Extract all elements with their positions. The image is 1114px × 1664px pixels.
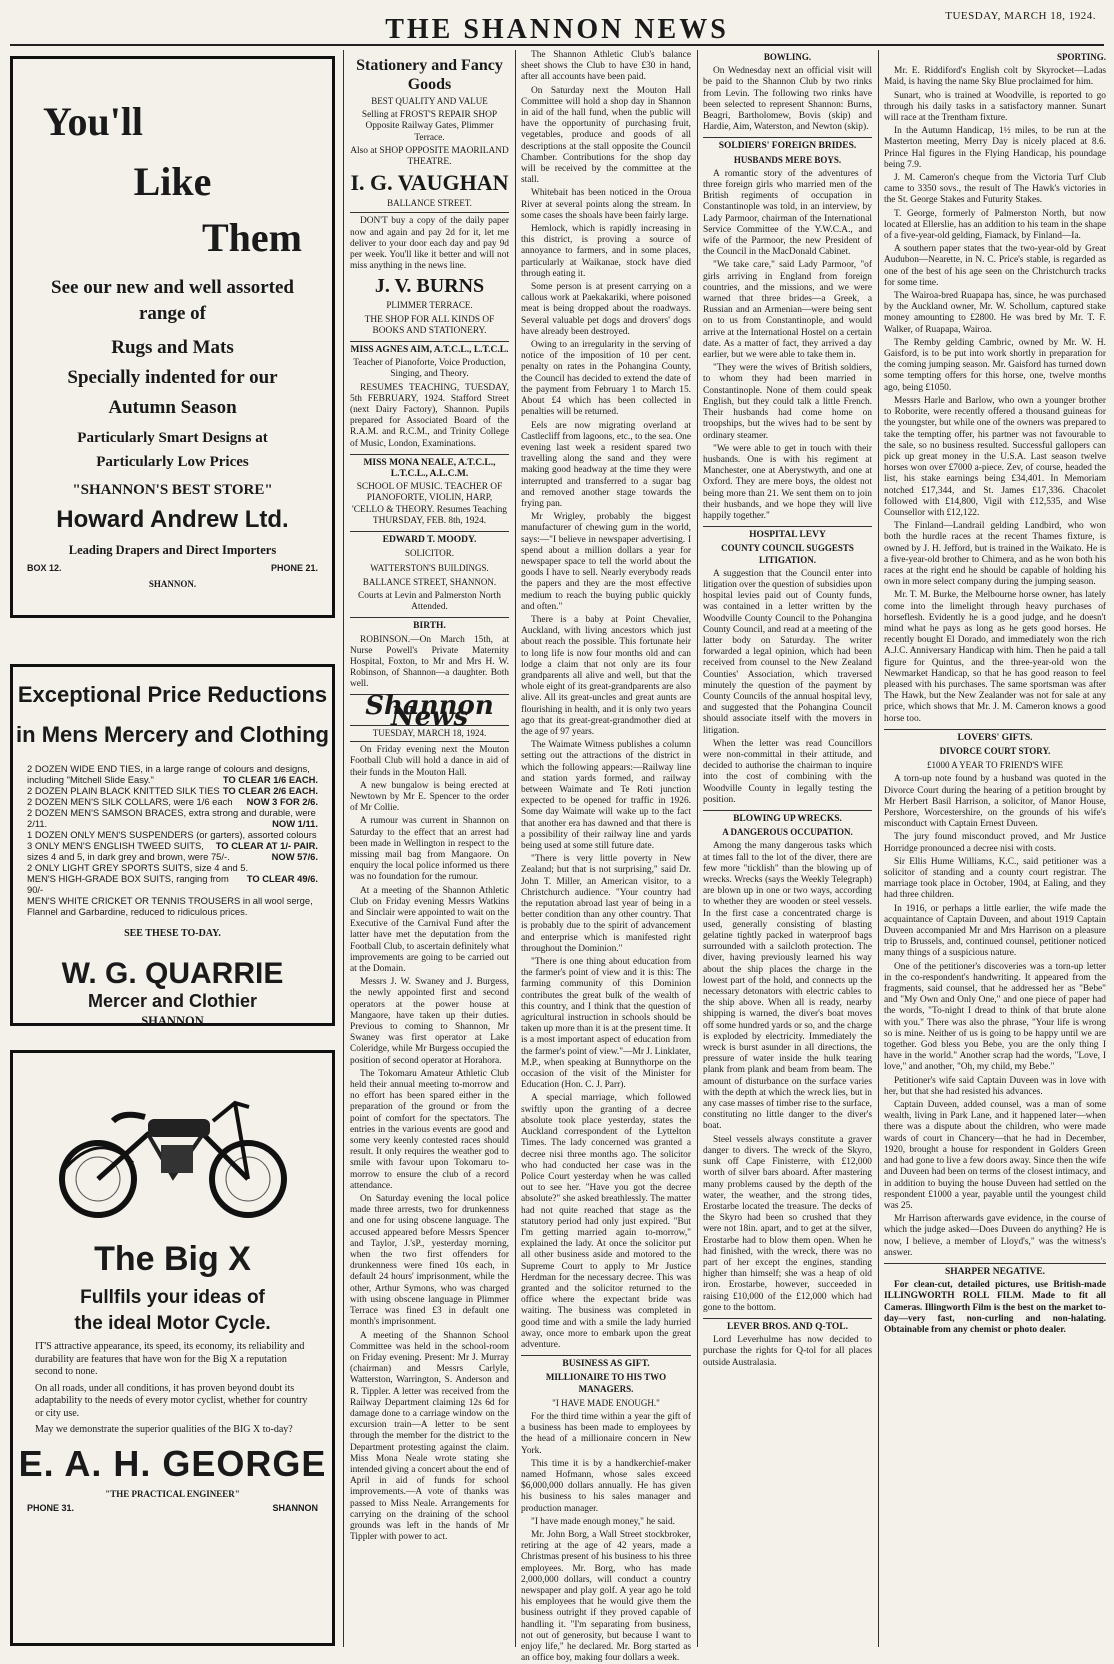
aim-teacher: Teacher of Pianoforte, Voice Production, Singing, and Theory. [353, 358, 506, 380]
motorcycle-illustration [53, 1059, 293, 1229]
news-item: A special marriage, which followed swiftly upon the granting of a decree absolute took place yesterday, states the Auckland correspondent of the Lyttelton Times. The lady concerned was granted a decree nisi three months ago. The solicitor who had conducted her case was in the Police Court yesterday when he was called out to see her. "Have you got the decree absolute?" she asked breathlessly. The matter had not quite reached that stage as the statutory period had only just expired. "But I'm getting married again to-morrow," explained the lady. At once the solicitor put all other business aside and motored to the Supreme Court to apply to Mr Justice Herdman for the necessary decree. This was granted and the solicitor returned to the office where the expectant bride was waiting. The business was completed in good time and with a smile the lady hurried away, once more to embark upon the great adventure. [521, 1093, 691, 1350]
masthead [0, 0, 1114, 46]
moody-courts: Courts at Levin and Palmerston North Attended. [358, 590, 501, 613]
news-item: A suggestion that the Council enter into litigation over the question of subsidies upon hospital levies paid out of County funds, was contained in a letter written by the Woodville County Council to the Pohangina County Council, and read at a meeting of the latter body on Saturday. The writer forwarded a legal opinion, which had been received from counsel to the New Zealand Counties' Association, which traversed minutely the question of the payment by County Councils of the annual hospital levy, and suggested that the Pohangina Council should associate itself with the movers in litigation. [703, 568, 872, 736]
news-item: Among the many dangerous tasks which at times fall to the lot of the diver, there are few more "ticklish" than the blowing up of wrecks. Wrecks (says the Weekly Telegraph) are blown up in one or two ways, according to whether they are wooden or steel vessels. In the first case a concentrated charge is used, generally consisting of blasting gelatine tightly packed in waterproof bags surrounded with a sailcloth protection. The diver, having previously learned his way about the ship places the charge in the lowest part of the hold, and connects up the necessary detonators with electric cables to the ship above. When all is ready, nearby shipping is warned, the diver's boat moves off some hundred yards or so, and the charge is exploded by electricity. Immediately the wreck is burst asunder in all directions, the pressure of water inside the hulk tearing plank from plank and beam from beam. The amount of disturbance on the surface varies with the depth at which the wreck lies, but in any case masses of timber rise to the surface, constituting no little danger to the diver's boat. [703, 841, 872, 1132]
column-3 [521, 50, 692, 1664]
stationery-heading: Stationery and Fancy Goods [356, 57, 503, 93]
news-item: The Wairoa-bred Ruapapa has, since, he was purchased by the Auckland owner, Mr. W. Schollum, captured stake money amounting to £2800. He was bred by Mr. T. F. Walker, of Ruapapa, Wairoa. [884, 291, 1106, 335]
price-item: MEN'S WHITE CRICKET OR TENNIS TROUSERS in all wool serge, Flannel and Garbardine, reduced to ridiculous prices. [27, 895, 313, 917]
sharper-heading: SHARPER NEGATIVE. [884, 1263, 1106, 1278]
news-item: At a meeting of the Shannon Athletic Club on Friday evening Messrs Watkins and Sinclair were appointed to wait on the Executive of the Carnival Fund after the latter have met the deputation from the Football Club, to ascertain definitely what improvements are going to be carried out at the Domain. [350, 885, 509, 974]
lever-heading: LEVER BROS. AND Q-TOL. [703, 1318, 872, 1333]
ad-howard-footer [13, 563, 332, 573]
ad-them: Them [202, 215, 302, 260]
column-rule [343, 50, 344, 1647]
news-item: This time it is by a handkerchief-maker named Hofmann, whose sales exceed $6,000,000 dollars annually. He has given his business to his sales manager and production manager. [521, 1458, 691, 1514]
ad-george-footer [13, 1503, 332, 1513]
ad-george-town: SHANNON [272, 1502, 318, 1513]
news-item: The Tokomaru Amateur Athletic Club held their annual meeting to-morrow and no effort has been spared either in the preparation of the ground or from the point of comfort for the spectators. The entries in the various events are good and some very keenly contested races should result. It only requires the weather god to smile with favour upon Tokomaru to-morrow to ensure the club of a record attendance. [350, 1068, 509, 1191]
news-item: "I have made enough money," he said. [531, 1516, 675, 1527]
moody-street: BALLANCE STREET, SHANNON. [362, 576, 497, 587]
column-rule [515, 50, 516, 1647]
ad-big-x-title: The Big X [94, 1240, 251, 1278]
stationery-quality: BEST QUALITY AND VALUE [371, 96, 488, 106]
ad-autumn: Autumn Season [108, 397, 237, 418]
news-item: A torn-up note found by a husband was quoted in the Divorce Court during the hearing of a petition brought by Mr Herbert Basil Harrison, a solicitor, of Manor House, Pershore, Worcestershire, on the grounds of his wife's misconduct with Captain Ernest Duveen. [884, 774, 1106, 830]
news-item: One of the petitioner's discoveries was a torn-up letter in the co-respondent's handwriting. It appeared from the fragments, said counsel, that he addressed her as "Bebe" and "My Own and Only One," and one piece of paper had the words, "To-night I dread to think of that brute alone with you." There was also the phrase, "Your life is wrong so is mine. Neither of us is going to be happy until we are together. God bless you Bebe, you are the only thing I have in the world." Another scrap had the words, "Love, I love," and another, "Oh, my child, my Bebe." [884, 961, 1106, 1073]
news-item: Eels are now migrating overland at Castlecliff from lagoons, etc., to the sea. One evening last week a resident spared two travelling along the sand and they were making good headway at the time they were interrupted and transferred to a sugar bag and removed another stage towards the frying pan. [521, 420, 691, 509]
birth-heading: BIRTH. [350, 617, 509, 632]
column-rule [697, 50, 698, 1647]
birth-notice: ROBINSON.—On March 15th, at Nurse Powell's Private Maternity Hospital, Foxton, to Mr and Mrs H. W. Robinson, of Shannon—a daughter. Both well. [350, 634, 509, 690]
quarrie-advert [10, 664, 335, 1026]
news-item: Mr. T. M. Burke, the Melbourne horse owner, has lately come into the limelight through heavy purchases of horseflesh. Evidently he is a good judge, and he doesn't mind what he pays as long as he gets good horses. He recently bought El Dorado, and immediately won the rich A.J.C. Anniversary Handicap with him. Then he paid a tall figure for Quintus, and the three-year-old won the Newmarket Handicap, so that he has good reason to feel pleased with his purchases. The same sportsman was after The Hawk, but the New Zealander was not for sale at any price, which shows that Mr. J. M. Cameron knows a good horse too. [884, 590, 1106, 724]
ad-george-tag: "THE PRACTICAL ENGINEER" [105, 1488, 240, 1499]
ad-like: Like [133, 159, 212, 204]
column-4 [703, 50, 872, 1647]
news-item: Messrs J. W. Swaney and J. Burgess, the newly appointed first and second operators at the power house at Mangaore, have taken up their duties. Previous to coming to Shannon, Mr Swaney was first operator at Lake Coleridge, while Mr Burgess occupied the position of second operator at Horahora. [350, 977, 509, 1066]
news-item: Mr. E. Riddiford's English colt by Skyrocket—Ladas Maid, is having the name Sky Blue proclaimed for him. [884, 66, 1106, 88]
news-item: The jury found misconduct proved, and Mr Justice Horridge pronounced a decree nisi with costs. [884, 832, 1106, 854]
ad-howard-andrew: Howard Andrew Ltd. [56, 506, 289, 533]
ad-youll: You'll [43, 99, 144, 144]
illingworth-advert: For clean-cut, detailed pictures, use British-made ILLINGWORTH ROLL FILM. Made to fit all Cameras. Illingworth Film is the best on the market to-day—very fast, non-curling and non-halating. Obtainable from any chemist or photo dealer. [884, 1280, 1106, 1335]
news-item: There is a baby at Point Chevalier, Auckland, with living ancestors which just about reach the possible. This fortunate heir to long life is now four months old and can lodge a claim that not only are its four grandparents all alive and well, but that the whole eight of its great-grandparents are also alive. All its great-uncles and great aunts are flourishing in health, and it is only two years ago that its great-great-grandmother died at the age of 97 years. [521, 614, 691, 737]
news-item: Steel vessels always constitute a graver danger to divers. The wreck of the Skyro, sunk off Cape Finisterre, with £12,000 worth of silver bars aboard. After mastering many problems caused by the depth of the water, the weather, and the strong tides, Erostarbe located the treasure. The decks of the Skyro had been so crushed that they were not 18in. apart, and to get at the silver, Erostarbe had to blow them open. When he had finished, with the wreck, there was no part of her except the engines, standing higher than himself; she was a heap of old iron. Erostarbe, however, succeeded in raising £10,000 of the £12,000 which had gone to the bottom. [703, 1134, 872, 1313]
price-item: MEN'S HIGH-GRADE BOX SUITS, ranging from 90/- [27, 873, 229, 895]
howard-andrew-advert [10, 56, 335, 618]
news-item: Captain Duveen, added counsel, was a man of some wealth, living in Park Lane, and it happened later—when there was a dispute about the children, who were made wards of court in Chancery—that he had in December, 1920, brought a house for respondent in Golders Green and had gone to live a few doors away. Since then the wife and Duveen had been on terms of the closest intimacy, and in addition to buying the house Duveen had settled on the respondent £1000 a year, payable until the youngest child was 25. [884, 1100, 1106, 1211]
price-item: 2 DOZEN WIDE END TIES, in a large range of colours and designs, including "Mitchell Slide Easy." TO CLEAR 1/6 EACH. [27, 763, 318, 785]
ad-quarrie-name: W. G. QUARRIE [61, 957, 284, 990]
news-item: Mr Wrigley, probably the biggest manufacturer of chewing gum in the world, says:—"I believe in newspaper advertising. I spend about a million dollars a year for newspaper space to tell the world about the goods I have to sell. Nearly everybody reads the papers and they are the most effective medium to reach the buying public quickly and often." [521, 512, 691, 612]
ad-big-x-copy-3: May we demonstrate the superior qualities of the BIG X to-day? [35, 1424, 293, 1435]
news-item: Sir Ellis Hume Williams, K.C., said petitioner was a solicitor of standing and a county court registrar. The marriage took place in October, 1904, at Ealing, and they had three children. [884, 856, 1106, 901]
ad-fulfils: Fullfils your ideas of [80, 1287, 265, 1308]
sporting-heading: SPORTING. [1057, 52, 1106, 62]
news-item: Mr. John Borg, a Wall Street stockbroker, retiring at the age of 42 years, made a Christmas present of his business to his three employees. Mr. Borg, who has made 2,000,000 dollars, will conduct a country newspaper and play golf. A year ago he told his employees that he would give them the business outright if they proved capable of handling it. "I'm separating from business, not out of generosity, but because I want to enjoy life," he declared. Mr. Borg started as an office boy, making four dollars a week. [521, 1530, 691, 1664]
ad-big-x-copy-1: IT'S attractive appearance, its speed, its economy, its reliability and durability are features that have won for the Big X a reputation second to none. [35, 1341, 305, 1377]
gift-quote: "I HAVE MADE ENOUGH." [552, 1397, 660, 1408]
news-item: A meeting of the Shannon School Committee was held in the school-room on Friday evening. Present: Mr J. Murray (chairman) and Messrs Carlyle, Watterston, Warrington, S. Anderson and R. Tippler. A letter was received from the Railway Department claiming 12s 6d for damage done to a carriage window on the excursion train—A letter to be sent through the member for the district to the Department protesting against the claim. Miss Mona Neale wrote stating she intended giving a concert about the end of April in aid of funds for school improvements.—A vote of thanks was passed to Miss Neale. Arrangements for carrying on the draining of the school grounds was left in the hands of Mr Tippler with power to act. [350, 1330, 509, 1543]
ad-ideal: the ideal Motor Cycle. [74, 1313, 271, 1334]
newspaper-title: THE SHANNON NEWS [385, 14, 729, 45]
gift-subheading: MILLIONAIRE TO HIS TWO MANAGERS. [545, 1372, 667, 1394]
news-item: "There is one thing about education from the farmer's point of view and it is this: The farming community of this Dominion contributes the great bulk of the wealth of this country, and I think that the question of agricultural instruction in schools should be taken up more than it is at the present time. It is a most important aspect of education from the farmer's point of view."—Mr J. Linklater, M.P., when speaking at Bunnythorpe on the occasion of the visit of the Minister for Education (Hon. C. J. Parr). [521, 957, 692, 1091]
lovers-subheading-2: £1000 A YEAR TO FRIEND'S WIFE [926, 760, 1064, 771]
ad-quarrie-trade: Mercer and Clothier [87, 991, 258, 1011]
ad-george-name: E. A. H. GEORGE [18, 1442, 327, 1484]
vaughan-street: BALLANCE STREET. [387, 198, 472, 209]
ad-quarrie-heading-2: in Mens Mercery and Clothing [16, 722, 329, 747]
ad-quarrie-heading-1: Exceptional Price Reductions [17, 682, 328, 707]
ad-george-phone: PHONE 31. [27, 1502, 75, 1513]
aim-heading: MISS AGNES AIM, A.T.C.L., L.T.C.L. [350, 341, 509, 356]
brides-subheading: HUSBANDS MERE BOYS. [733, 154, 842, 165]
ad-big-x-copy-2: On all roads, under all conditions, it has proven beyond doubt its adaptability to the needs of every motor cyclist, whether for country or city use. [35, 1382, 308, 1419]
neale-copy: SCHOOL OF MUSIC. TEACHER OF PIANOFORTE, VIOLIN, HARP, 'CELLO & THEORY. Resumes Teaching THURSDAY, FEB. 8th, 1924. [352, 482, 507, 526]
vaughan-name: I. G. VAUGHAN [350, 170, 509, 196]
price-item: 3 ONLY MEN'S ENGLISH TWEED SUITS, sizes 4 and 5, in dark grey and brown, were 75/-. NOW 57/6. [27, 840, 318, 862]
burns-copy: DON'T buy a copy of the daily paper now and again and pay 2d for it, let me deliver to your door each day and pay 9d per week. You'll like it better and will not miss anything in the news line. [350, 216, 509, 272]
news-item: When the letter was read Councillors were non-committal in their attitude, and decided to authorise the chairman to inquire into the cost of combining with the Woodville County in legally testing the position. [703, 738, 872, 805]
news-item: Whitebait has been noticed in the Oroua River at several points along the stream. In some cases the shoals have been fairly large. [521, 188, 691, 221]
news-item: "They were the wives of British soldiers, to whom they had been married in Constantinople. None of them could speak English, but they could talk a little French. Their husbands had come home on troopships, but the wives had to be sent by ordinary steamer. [703, 363, 872, 441]
news-item: On Friday evening next the Mouton Football Club will hold a dance in aid of their funds in the Mouton Hall. [350, 745, 509, 778]
column-5 [884, 50, 1106, 1647]
shannon-news-nameplate: Shannon News [365, 690, 494, 732]
news-item: Hemlock, which is rapidly increasing in this district, is proving a source of annoyance to farmers, and in some places, particularly at Waikanae, stock have died through eating it. [521, 224, 691, 279]
aim-resumes: RESUMES TEACHING, TUESDAY, 5th FEBRUARY, 1924. Stafford Street (next Dairy Factory), Shannon. Pupils prepared for Associated Board of the R.A.M. and R.C.M., and Trinity College of Music, London, Examinations. [350, 382, 509, 449]
news-item: The Finland—Landrail gelding Landbird, who won both the hurdle races at the recent Thames fixture, is owned by J. H. Jefford, but is trained in the Waikato. He is a five-year-old brother to Chimera, and as he won both his races at the right end he should be capable of holding his own in more select company during the jumping season. [884, 521, 1106, 588]
burns-street: PLIMMER TERRACE. [386, 300, 473, 311]
news-item: Some person is at present carrying on a callous work at Paekakariki, where poisoned meat is being dropped about the roadways. Several valuable pet dogs and drovers' dogs have already been destroyed. [521, 282, 691, 337]
news-item: The Waimate Witness publishes a column setting out the attractions of the district in which the following appears:—Railway line and station yards formed, and railway between Waimate and Te Roti junction expected to be opened for traffic in 1926. Some day Waimate will wake up to the fact that another era has dawned and that there is a possibility of their railway line and yards being used at some still future date. [521, 740, 691, 852]
news-item: J. M. Cameron's cheque from the Victoria Turf Club came to 3350 sovs., the result of The Hawk's victories in the St. George Stakes and Futurity Stakes. [884, 173, 1106, 206]
levy-subheading: COUNTY COUNCIL SUGGESTS LITIGATION. [721, 543, 854, 565]
price-item: 2 ONLY LIGHT GREY SPORTS SUITS, size 4 and 5. TO CLEAR 49/6. [27, 862, 318, 884]
wreck-subheading: A DANGEROUS OCCUPATION. [722, 827, 853, 838]
stationery-location: Selling at FROST'S REPAIR SHOP Opposite Railway Gates, Plimmer Terrace. [361, 110, 498, 143]
big-x-advert [10, 1050, 335, 1646]
news-item: "There is very little poverty in New Zealand; but that is not surprising," said Dr. John T. Miller, an American visitor, to a Christchurch audience. "Your country had the reputation abroad last year of being in a better condition than any other country. That is probably due to the spirit of advancement and enterprise which is manifested right throughout the Dominion." [521, 854, 691, 954]
brides-heading: SOLDIERS' FOREIGN BRIDES. [703, 137, 872, 152]
column-2 [350, 50, 509, 1647]
price-item: 2 DOZEN PLAIN BLACK KNITTED SILK TIES TO CLEAR 2/6 EACH. [27, 785, 318, 796]
news-item: A new bungalow is being erected at Newtown by Mr E. Spencer to the order of Mr Collie. [350, 780, 509, 814]
news-item: Owing to an irregularity in the serving of notice of the imposition of 10 per cent. penalty on rates in the Pohangina County, the Council has decided to extend the date of the payment from February 1 to March 15. About £4 which has been collected in penalties will be returned. [521, 340, 691, 418]
column-rule [878, 50, 879, 1647]
issue-date: TUESDAY, MARCH 18, 1924. [945, 10, 1096, 22]
news-item: Sunart, who is trained at Woodville, is reported to go through his daily tasks in a satisfactory manner. Sunart will race at the Trentham fixture. [884, 90, 1106, 124]
ad-phone: PHONE 21. [270, 563, 318, 573]
ad-box: BOX 12. [27, 563, 62, 573]
news-item: The Remby gelding Cambric, owned by Mr. W. H. Gaisford, is to be put into work shortly in preparation for the coming jumping season. Mr. Gaisford has turned down some tempting offers for this horse, one, twelve months ago, being £1050. [884, 337, 1106, 393]
ad-smart: Particularly Smart Designs at [77, 430, 268, 446]
news-item: Petitioner's wife said Captain Duveen was in love with her, but that she had resisted his advances. [884, 1075, 1106, 1097]
ad-quarrie-town: SHANNON [141, 1014, 204, 1028]
news-item: Messrs Harle and Barlow, who own a younger brother to Roborite, were recently offered a thousand guineas for the youngster, but while one of the owners was prepared to take the tempting offer, his partner was not favourable to the sale, so no business resulted. Successful gallopers can pick up great money in the U.S.A. Last season twelve horses won over £7000 a-piece. Zev, of course, headed the list, his stake earnings being £34,401. In Memoriam notched £17,344, and St. James £17,336. Chacolet followed with £14,800, Vigil with £12,535, and Wise Counsellor with £12,122. [884, 395, 1106, 518]
news-item: In 1916, or perhaps a little earlier, the wife made the acquaintance of Captain Duveen, and about 1919 Captain Duveen accompanied Mr and Mrs Harrison on a pleasure trip to Brussels, and, continued counsel, petitioner noticed many things of a suspicious nature. [884, 903, 1106, 959]
news-item: On Saturday next the Mouton Hall Committee will hold a shop day in Shannon in aid of the hall fund, when the public will have the opportunity of purchasing fruit, vegetables, produce and goods of all descriptions at the stall opposite the Council Chamber. Contributions for the shop day will be received by the committee at the stall. [521, 85, 691, 186]
ad-town: SHANNON. [148, 579, 197, 589]
stationery-location-2: Also at SHOP OPPOSITE MAORILAND THEATRE. [350, 145, 509, 168]
moody-heading: EDWARD T. MOODY. [350, 531, 509, 546]
ad-assorted: See our new and well assorted range of [51, 277, 294, 324]
ad-prices: Particularly Low Prices [96, 454, 249, 470]
ad-best-store: "SHANNON'S BEST STORE" [72, 482, 273, 498]
news-item: A southern paper states that the two-year-old by Great Audubon—Nearette, in N. C. Price's stable, is regarded as one of the best of his age seen on the Christchurch tracks for some time. [884, 244, 1106, 288]
burns-name: J. V. BURNS [374, 275, 485, 298]
news-item: A rumour was current in Shannon on Saturday to the effect that an arrest had been made in Wellington in respect to the missing mail bag from Mangaore. On enquiry the local police informed us there was no foundation for the rumour. [350, 816, 509, 883]
bowling-heading: BOWLING. [763, 52, 812, 62]
price-item: 2 DOZEN MEN'S SAMSON BRACES, extra strong and durable, were 2/11. NOW 1/11. [27, 807, 318, 829]
burns-shop: THE SHOP FOR ALL KINDS OF BOOKS AND STATIONERY. [364, 314, 495, 336]
news-item: "We were able to get in touch with their husbands. One is with his regiment at Manchester, one at Aberystwyth, and one at Oxford. They are mere boys, the oldest not being more than 21. We sent them on to join their husbands, and we hope they will live happily together." [703, 443, 872, 521]
lovers-heading: LOVERS' GIFTS. [884, 729, 1106, 744]
ad-quarrie-list [13, 763, 332, 917]
price-item: 2 DOZEN MEN'S SILK COLLARS, were 1/6 each NOW 3 FOR 2/6. [27, 796, 318, 807]
ad-drapers: Leading Drapers and Direct Importers [68, 543, 277, 557]
news-item: The Shannon Athletic Club's balance sheet shows the Club to have £30 in hand, after all accounts have been paid. [521, 50, 691, 83]
lovers-subheading: DIVORCE COURT STORY. [939, 745, 1051, 756]
news-item: A romantic story of the adventures of three foreign girls who married men of the British regiments of occupation in Constantinople was told, in an interview, by Lady Parmoor, chairman of the International Service Committee of the Y.W.C.A., and wife of the Parmoor, the new President of the Council in the MacDonald Cabinet. [703, 168, 872, 258]
nameplate-date: TUESDAY, MARCH 18, 1924. [350, 725, 509, 742]
levy-heading: HOSPITAL LEVY [703, 526, 872, 541]
price-item: 1 DOZEN ONLY MEN'S SUSPENDERS (or garters), assorted colours TO CLEAR AT 1/- PAIR. [27, 829, 318, 851]
ad-indented: Specially indented for our [67, 367, 278, 388]
news-item: Mr Harrison afterwards gave evidence, in the course of which the judge asked—Does Duveen do anything? He is now, I believe, a member of Lloyd's," was the witness's answer. [884, 1214, 1106, 1258]
gift-heading: BUSINESS AS GIFT. [521, 1355, 691, 1370]
news-item: In the Autumn Handicap, 1½ miles, to be run at the Masterton meeting, Merry Day is nicely placed at 8.6. Prince Hal figures in the Flying Handicap, his poundage being 7.9. [884, 126, 1106, 170]
moody-buildings: WATTERSTON'S BUILDINGS. [370, 562, 489, 573]
wreck-heading: BLOWING UP WRECKS. [703, 810, 872, 825]
news-item: On Wednesday next an official visit will be paid to the Shannon Club by two rinks from Levin. The following two rinks have been selected to represent Shannon: Burns, Beagri, Bartholomew, Bovis (skip) and Hardie, Aim, Waterston, and Newton (skip). [703, 66, 872, 133]
news-item: "We take care," said Lady Parmoor, "of girls arriving in England from foreign countries, and the missions, and we were warned that three brides—a Greek, a Russian and an Armenian—were being sent on to us from Constantinople, and would arrive at the International Hostel on a certain date. As a matter of fact, they arrived a day earlier, but we were able to take them in. [703, 260, 872, 361]
news-item: For the third time within a year the gift of a business has been made to employees by the head of a millionaire concern in New York. [521, 1411, 691, 1456]
news-item: On Saturday evening the local police made three arrests, two for drunkenness and one for using obscene language. The accused appeared before Messrs Spencer and Taylor, J.'sP., yesterday morning, when the two first offenders for drunkenness were fined 10s each, in default 24 hours' imprisonment, while the other, Arthur Symons, who was charged with using obscene language in Plimmer Terrace was fined £3 in default one month's imprisonment. [350, 1194, 509, 1328]
masthead-rule [10, 44, 1104, 46]
neale-heading: MISS MONA NEALE, A.T.C.L., L.T.C.L., A.L.C.M. [350, 454, 509, 480]
news-item: T. George, formerly of Palmerston North, but now located at Ellerslie, has an addition to his team in the shape of a five-year-old gelding, Fiamack, by Finland—Ia. [884, 208, 1106, 242]
ad-see-today: SEE THESE TO-DAY. [124, 928, 221, 939]
ad-rugs: Rugs and Mats [111, 337, 234, 358]
news-item: Lord Leverhulme has now decided to purchase the rights for Q-tol for all places outside Australasia. [703, 1335, 872, 1368]
moody-solicitor: SOLICITOR. [404, 548, 455, 559]
